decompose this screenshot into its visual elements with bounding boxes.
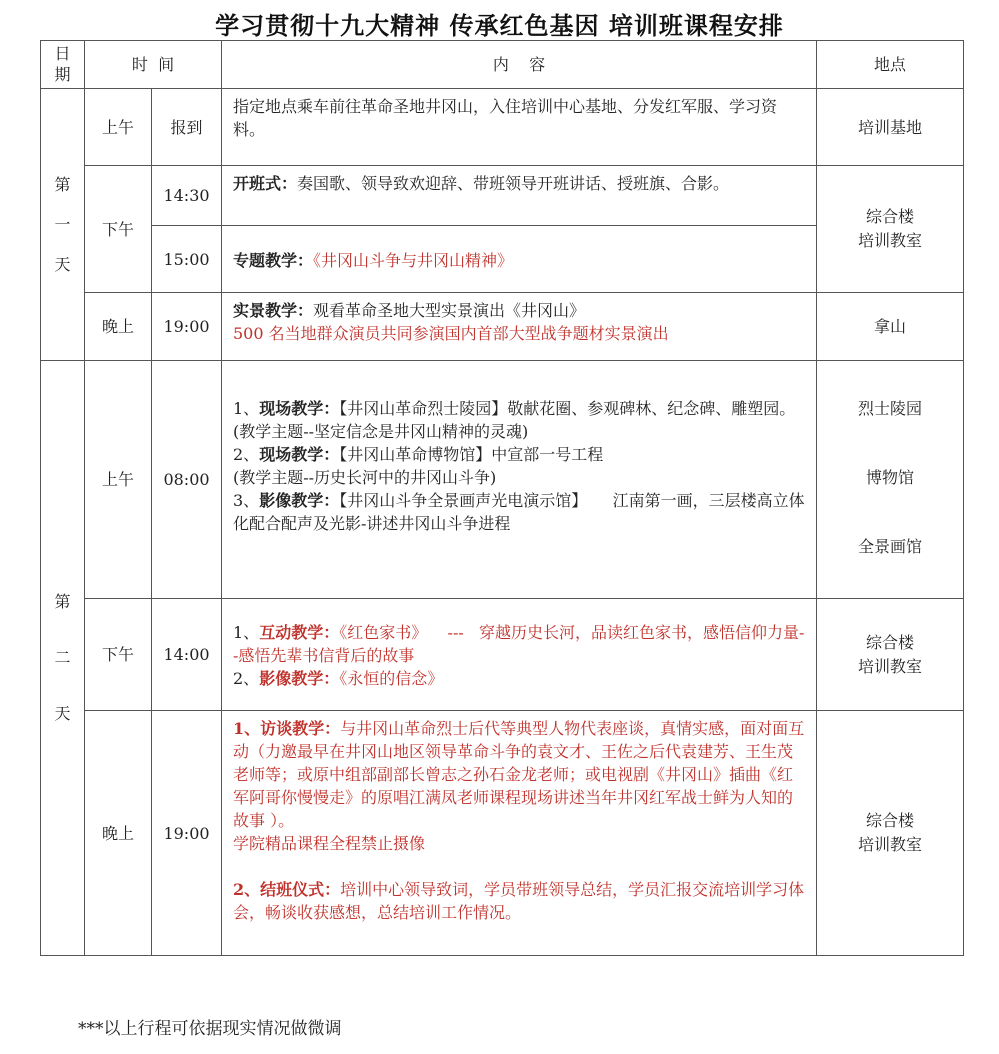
location-panorama: 全景画馆	[857, 537, 922, 556]
day2-morning-content: 1、现场教学：【井冈山革命烈士陵园】敬献花圈、参观碑林、纪念碑、雕塑园。 (教学主题--坚定信念是井冈山精神的灵魂) 2、现场教学：【井冈山革命博物馆】中宣部一号工程 (教学主题--历史长河中的井冈山斗争) 3、影像教学：【井冈山斗争全景画声光电演示馆】 江南第一画，三层楼高立体化配合配声及光影-讲述井冈山斗争进程	[222, 361, 817, 599]
day2-morning-time: 08:00	[152, 361, 222, 599]
location-museum: 博物馆	[865, 468, 914, 487]
header-row	[41, 41, 964, 89]
table-row	[41, 293, 964, 361]
page-title: 学习贯彻十九大精神 传承红色基因 培训班课程安排	[215, 12, 784, 40]
day1-evening-period: 晚上	[85, 293, 152, 361]
session-label: 实景教学：	[233, 301, 314, 320]
header-day: 日期	[41, 41, 85, 89]
table-row	[41, 711, 964, 956]
session-label: 开班式：	[233, 174, 298, 193]
header-content: 内 容	[222, 41, 817, 89]
footnote: ***以上行程可依据现实情况做微调	[78, 1019, 342, 1039]
day2-morning-period: 上午	[85, 361, 152, 599]
day2-evening-time: 19:00	[152, 711, 222, 956]
day1-afternoon-time1: 14:30	[152, 166, 222, 226]
day2-afternoon-period: 下午	[85, 599, 152, 711]
day1-afternoon-location: 综合楼 培训教室	[817, 166, 964, 293]
day1-morning-content: 指定地点乘车前往革命圣地井冈山，入住培训中心基地、分发红军服、学习资料。	[222, 89, 817, 166]
session-text: 观看革命圣地大型实景演出《井冈山》	[313, 301, 586, 320]
table-row	[41, 361, 964, 599]
day2-afternoon-time: 14:00	[152, 599, 222, 711]
day2-label: 第二天	[41, 361, 85, 956]
schedule-table	[40, 40, 964, 956]
header-time: 时 间	[85, 41, 222, 89]
day1-evening-location: 拿山	[817, 293, 964, 361]
session-text: 《井冈山斗争与井冈山精神》	[313, 250, 514, 270]
day1-morning-location: 培训基地	[817, 89, 964, 166]
teaching-theme: (教学主题--历史长河中的井冈山斗争)	[233, 468, 497, 487]
location-cemetery: 烈士陵园	[857, 399, 922, 418]
session-note: 学院精品课程全程禁止摄像	[233, 834, 426, 853]
session-text: 奏国歌、领导致欢迎辞、带班领导开班讲话、授班旗、合影。	[297, 174, 730, 193]
table-row	[41, 599, 964, 711]
teaching-theme: (教学主题--坚定信念是井冈山精神的灵魂)	[233, 422, 529, 441]
day1-afternoon-time2: 15:00	[152, 226, 222, 293]
day2-morning-location	[817, 361, 964, 599]
day2-evening-content: 1、访谈教学：与井冈山革命烈士后代等典型人物代表座谈，真情实感，面对面互动（力邀最早在井冈山地区领导革命斗争的袁文才、王佐之后代袁建芳、王生茂老师等；或原中组部副部长曾志之孙石金龙老师；或电视剧《井冈山》插曲《红军阿哥你慢慢走》的原唱江满凤老师课程现场讲述当年井冈红军战士鲜为人知的故事 ）。 学院精品课程全程禁止摄像 2、结班仪式：培训中心领导致词，学员带班领导总结，学员汇报交流培训学习体会，畅谈收获感想，总结培训工作情况。	[222, 711, 817, 956]
day2-afternoon-content: 1、互动教学：《红色家书》 --- 穿越历史长河，品读红色家书，感悟信仰力量--感悟先辈书信背后的故事 2、影像教学：《永恒的信念》	[222, 599, 817, 711]
day1-afternoon-period: 下午	[85, 166, 152, 293]
day2-evening-location: 综合楼 培训教室	[817, 711, 964, 956]
day2-afternoon-location: 综合楼 培训教室	[817, 599, 964, 711]
day1-evening-content	[222, 293, 817, 361]
day1-morning-period: 上午	[85, 89, 152, 166]
table-row	[41, 89, 964, 166]
day1-evening-time: 19:00	[152, 293, 222, 361]
day1-afternoon-content1	[222, 166, 817, 226]
session-note: 500 名当地群众演员共同参演国内首部大型战争题材实景演出	[233, 324, 669, 343]
session-label: 专题教学：	[233, 250, 314, 270]
table-row	[41, 166, 964, 226]
day1-morning-time: 报到	[152, 89, 222, 166]
day2-evening-period: 晚上	[85, 711, 152, 956]
day1-label: 第一天	[41, 89, 85, 361]
day1-afternoon-content2	[222, 226, 817, 293]
header-location: 地点	[817, 41, 964, 89]
